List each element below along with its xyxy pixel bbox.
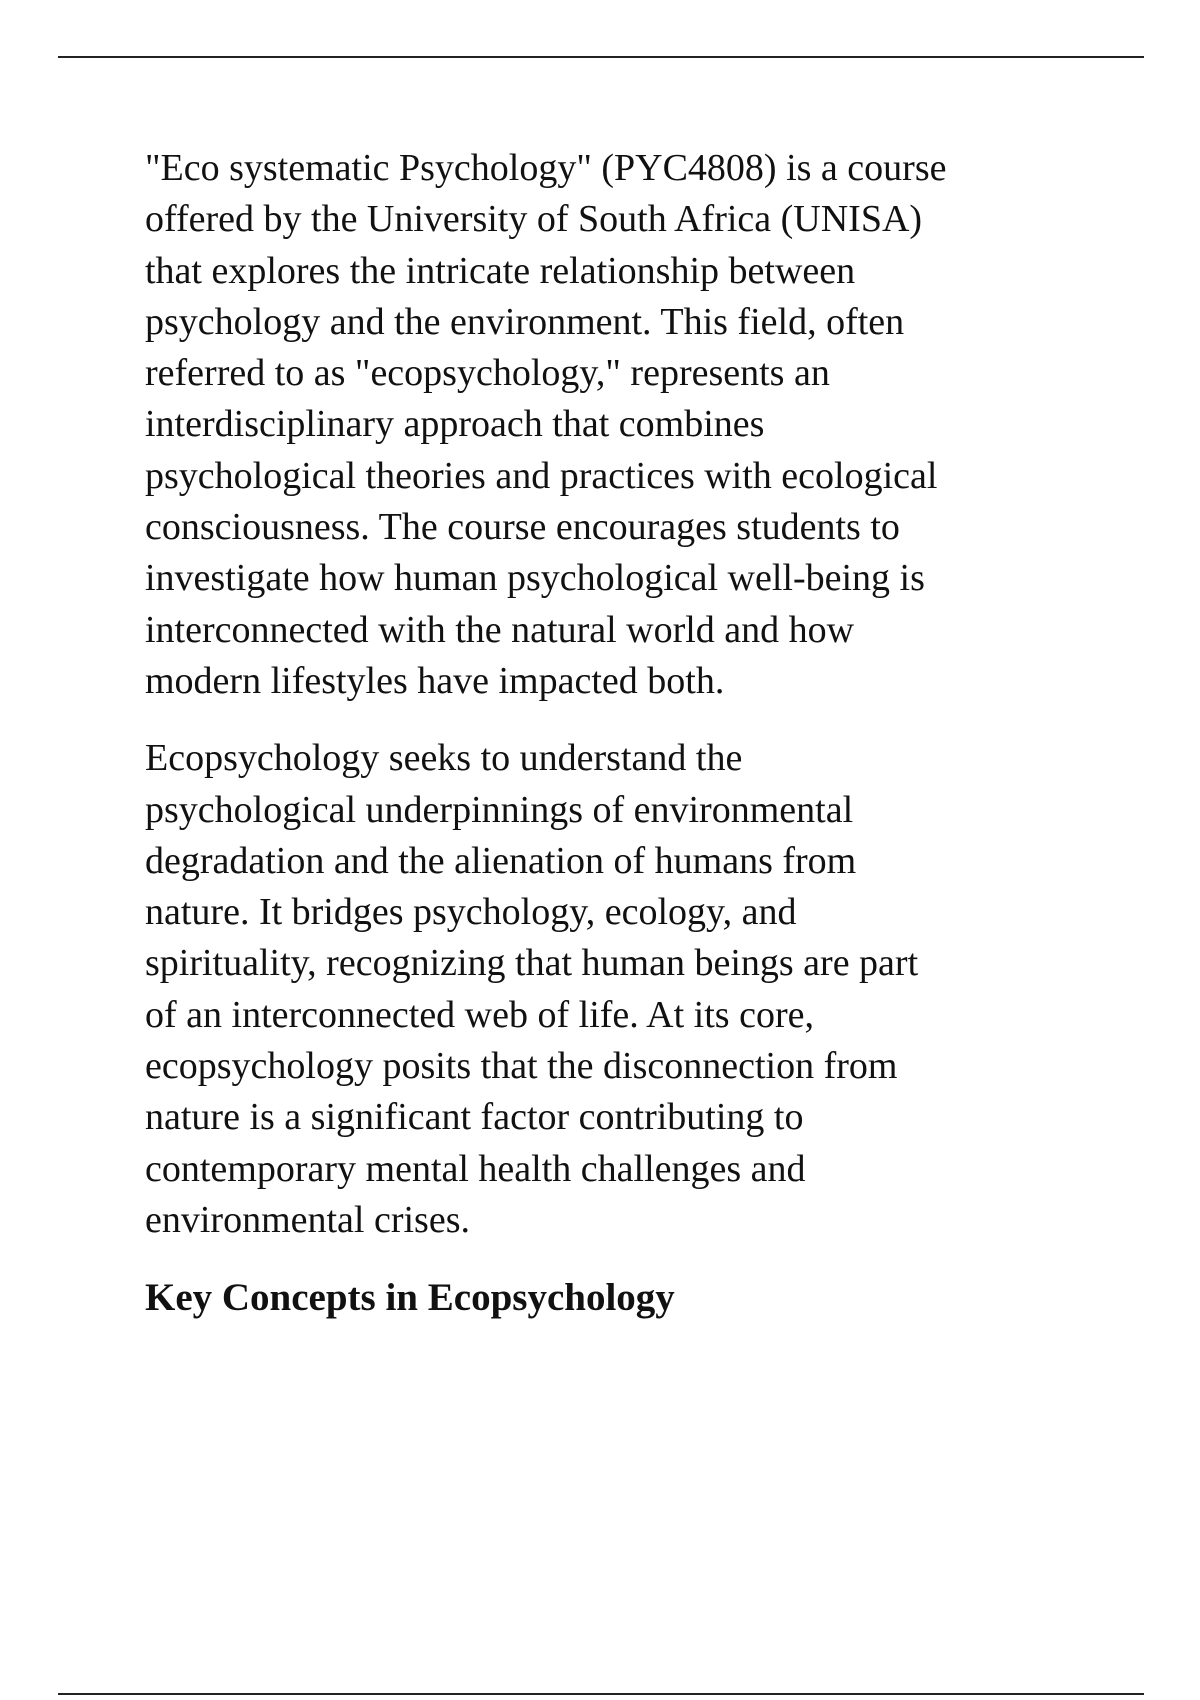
section-heading: Key Concepts in Ecopsychology	[145, 1276, 675, 1320]
document-body	[145, 143, 1095, 1323]
ecopsychology-paragraph: Ecopsychology seeks to understand the psychological underpinnings of environmental degradation and the alienation of humans from nature. It bridges psychology, ecology, and spirituality, recognizing that human beings are part of an interconnected web of life. At its core, ecopsychology posits that the disconnection from nature is a significant factor contributing to contemporary mental health challenges and environmental crises.	[145, 737, 919, 1241]
intro-paragraph: "Eco systematic Psychology" (PYC4808) is a course offered by the University of South Africa (UNISA) that explores the intricate relationship between psychology and the environment. This field, often referred to as "ecopsychology," represents an interdisciplinary approach that combines psychological theories and practices with ecological consciousness. The course encourages students to investigate how human psychological well-being is interconnected with the natural world and how modern lifestyles have impacted both.	[145, 147, 947, 702]
top-divider	[58, 56, 1144, 58]
bottom-divider	[58, 1693, 1144, 1695]
